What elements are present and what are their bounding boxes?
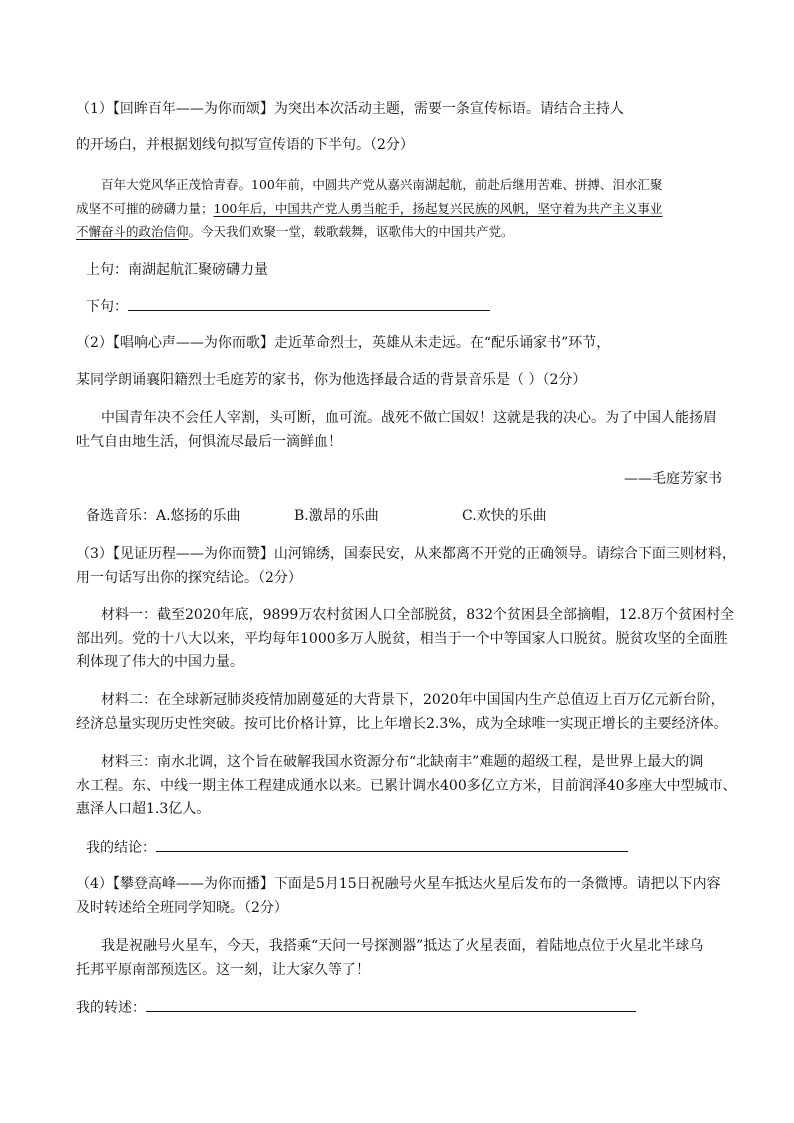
- q3-material3-line3: 惠泽人口超1.3亿人。: [76, 801, 211, 817]
- q3-material3-line2: 水工程。东、中线一期主体工程建成通水以来。已累计调水400多亿立方米，目前润泽40多座大中型城市、: [76, 778, 737, 794]
- q2-prompt-line1: （2）【唱响心声——为你而歌】走近革命烈士，英雄从未走远。在“配乐诵家书”环节，: [76, 335, 611, 351]
- q3-material1-line1: 材料一：截至2020年底，9899万农村贫困人口全部脱贫，832个贫困县全部摘帽，12.8万个贫困村全: [101, 607, 735, 623]
- q3-conclusion-label: 我的结论：: [86, 840, 156, 856]
- q2-option-a[interactable]: A.悠扬的乐曲: [156, 508, 241, 524]
- q1-prompt-line2: 的开场白，并根据划线句拟写宣传语的下半句。（2分）: [76, 137, 414, 153]
- q2-options-label: 备选音乐：: [86, 508, 156, 524]
- q3-answer-blank[interactable]: [156, 837, 628, 852]
- q3-prompt-line2: 用一句话写出你的探究结论。（2分）: [76, 570, 302, 586]
- q1-passage-line2: [76, 199, 662, 219]
- q1-passage-plain: 成坚不可摧的磅礴力量；: [76, 201, 214, 216]
- q1-answer-blank[interactable]: [128, 296, 490, 311]
- q3-material1-line3: 利体现了伟大的中国力量。: [76, 654, 244, 670]
- q1-passage-line3: [76, 222, 514, 242]
- q3-material2-line2: 经济总量实现历史性突破。按可比价格计算，比上年增长2.3%，成为全球唯一实现正增长的主要经济体。: [76, 716, 728, 732]
- q4-weibo-line2: 托邦平原南部预选区。这一刻，让大家久等了！: [76, 962, 370, 978]
- q3-material3-line1: 材料三：南水北调，这个旨在破解我国水资源分布“北缺南丰”难题的超级工程，是世界上最大的调: [101, 754, 704, 770]
- q2-letter-line1: 中国青年决不会任人宰割，头可断，血可流。战死不做亡国奴！这就是我的决心。为了中国人能扬眉: [101, 410, 717, 426]
- q3-material1-line2: 部出列。党的十八大以来，平均每年1000多万人脱贫，相当于一个中等国家人口脱贫。脱贫攻坚的全面胜: [76, 631, 728, 647]
- q3-conclusion-line: [86, 837, 628, 858]
- q2-letter-line2: 吐气自由地生活，何惧流尽最后一滴鲜血！: [76, 434, 342, 450]
- q1-underlined-sentence: 100年后，中国共产党人勇当舵手，扬起复兴民族的风帆，坚守着为共产主义事业: [213, 201, 663, 216]
- q1-lower-label: 下句：: [86, 299, 128, 315]
- q1-lower-line: [86, 296, 490, 317]
- q4-answer-blank[interactable]: [146, 997, 636, 1012]
- q3-material2-line1: 材料二：在全球新冠肺炎疫情加剧蔓延的大背景下，2020年中国国内生产总值迈上百万亿元新台阶，: [101, 692, 725, 708]
- q1-upper-line: 上句：南湖起航汇聚磅礴力量: [86, 262, 268, 278]
- q4-retell-label: 我的转述：: [76, 1000, 146, 1016]
- q1-passage-plain-end: 。今天我们欢聚一堂，载歌载舞，讴歌伟大的中国共产党。: [188, 224, 514, 239]
- q4-prompt-line1: （4）【攀登高峰——为你而播】下面是5月15日祝融号火星车抵达火星后发布的一条微博。请把以下内容: [76, 876, 721, 892]
- q4-prompt-line2: 及时转述给全班同学知晓。（2分）: [76, 900, 288, 916]
- q4-weibo-line1: 我是祝融号火星车，今天，我搭乘“天问一号探测器”抵达了火星表面，着陆地点位于火星北半球乌: [101, 938, 704, 954]
- q2-prompt-line2: 某同学朗诵襄阳籍烈士毛庭芳的家书，你为他选择最合适的背景音乐是（ ）（2分）: [76, 372, 587, 388]
- q3-prompt-line1: （3）【见证历程——为你而赞】山河锦绣，国泰民安，从来都离不开党的正确领导。请综合下面三则材料，: [76, 546, 736, 562]
- q2-option-b[interactable]: B.激昂的乐曲: [294, 508, 379, 524]
- q2-option-c[interactable]: C.欢快的乐曲: [462, 508, 547, 524]
- q4-retell-line: [76, 997, 636, 1018]
- q2-letter-signature: ——毛庭芳家书: [624, 471, 722, 487]
- q1-prompt-line1: （1）【回眸百年——为你而颂】为突出本次活动主题，需要一条宣传标语。请结合主持人: [76, 101, 624, 117]
- q1-underlined-sentence-end: 不懈奋斗的政治信仰: [76, 224, 189, 239]
- q1-passage-line1: 百年大党风华正茂恰青春。100年前，中圆共产党从嘉兴南湖起航，前赴后继用苦难、拼搏、泪水汇聚: [101, 177, 663, 192]
